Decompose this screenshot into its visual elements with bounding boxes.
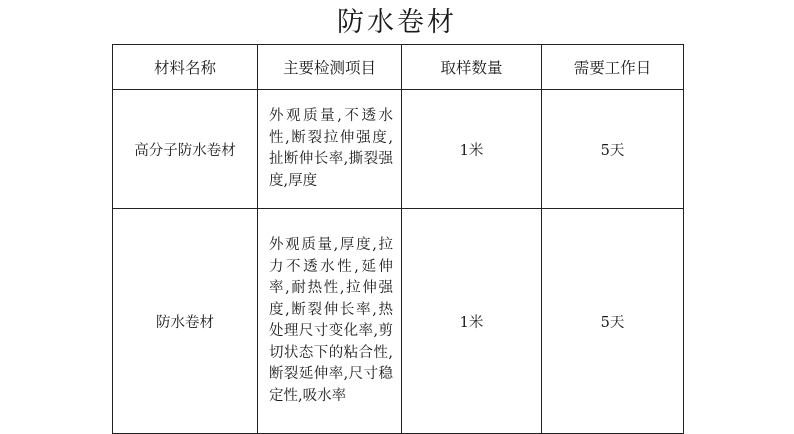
cell-material: 高分子防水卷材 [113, 90, 258, 209]
cell-workdays: 5天 [542, 90, 684, 209]
header-sample-quantity: 取样数量 [402, 45, 542, 90]
cell-test-items: 外观质量,不透水性,断裂拉伸强度,扯断伸长率,撕裂强度,厚度 [258, 90, 402, 209]
header-material-name: 材料名称 [113, 45, 258, 90]
cell-material: 防水卷材 [113, 209, 258, 434]
table-header-row [113, 45, 684, 90]
cell-workdays: 5天 [542, 209, 684, 434]
cell-quantity: 1米 [402, 90, 542, 209]
header-workdays: 需要工作日 [542, 45, 684, 90]
cell-test-items: 外观质量,厚度,拉力不透水性,延伸率,耐热性,拉伸强度,断裂伸长率,热处理尺寸变化率,剪切状态下的粘合性,断裂延伸率,尺寸稳定性,吸水率 [258, 209, 402, 434]
inspection-table [112, 44, 684, 434]
cell-quantity: 1米 [402, 209, 542, 434]
table-row [113, 90, 684, 209]
page-title: 防水卷材 [337, 7, 457, 38]
table-row [113, 209, 684, 434]
header-main-test-items: 主要检测项目 [258, 45, 402, 90]
